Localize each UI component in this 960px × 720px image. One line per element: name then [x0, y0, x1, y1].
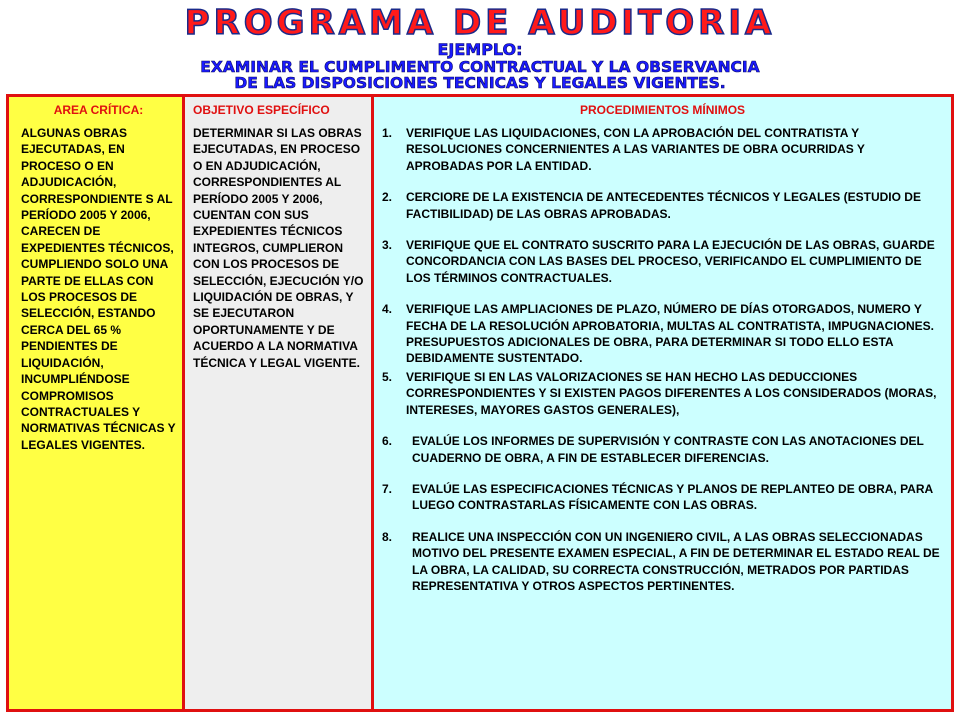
critical-area-column: [9, 97, 185, 709]
subtitle-line-1: EXAMINAR EL CUMPLIMENTO CONTRACTUAL Y LA OBSERVANCIA: [200, 58, 760, 76]
procedures-column: [374, 97, 951, 709]
procedure-number: 5.: [382, 369, 393, 384]
procedure-text: VERIFIQUE SI EN LAS VALORIZACIONES SE HAN HECHO LAS DEDUCCIONES CORRESPONDIENTES Y SI EXISTEN PAGOS DIFERENTES A LOS CONSIDERADOS (MORAS, INTERESES, MAYORES GASTOS GENERALES),: [406, 369, 937, 417]
page-title: PROGRAMA DE AUDITORIA: [184, 3, 776, 43]
subtitle-line-2: DE LAS DISPOSICIONES TECNICAS Y LEGALES VIGENTES.: [234, 74, 726, 92]
procedure-text: REALICE UNA INSPECCIÓN CON UN INGENIERO CIVIL, A LAS OBRAS SELECCIONADAS MOTIVO DEL PRESENTE EXAMEN ESPECIAL, A FIN DE DETERMINAR EL ESTADO REAL DE LA OBRA, LA CALIDAD, SU CORRECTA CONSTRUCCIÓN, METRADOS POR PARTIDAS REPRESENTATIVA Y OTROS ASPECTOS PERTINENTES.: [412, 529, 940, 593]
page-header: [0, 0, 960, 92]
procedure-text: CERCIORE DE LA EXISTENCIA DE ANTECEDENTES TÉCNICOS Y LEGALES (ESTUDIO DE FACTIBILIDAD) DE LAS OBRAS APROBADAS.: [406, 190, 921, 221]
procedure-item: [382, 237, 943, 286]
procedure-item: [382, 189, 943, 222]
procedures-heading: PROCEDIMIENTOS MÍNIMOS: [579, 103, 746, 117]
procedure-item: [382, 301, 943, 367]
procedure-number: 1.: [382, 126, 393, 140]
procedure-text: EVALÚE LOS INFORMES DE SUPERVISIÓN Y CONTRASTE CON LAS ANOTACIONES DEL CUADERNO DE OBRA, A FIN DE ESTABLECER DIFERENCIAS.: [412, 434, 924, 465]
procedure-text: VERIFIQUE LAS AMPLIACIONES DE PLAZO, NÚMERO DE DÍAS OTORGADOS, NUMERO Y FECHA DE LA RESOLUCIÓN APROBATORIA, MULTAS AL CONTRATISTA, IMPUGNACIONES. PRESUPUESTOS ADICIONALES DE OBRA, PARA DETERMINAR SI TODO ELLO ESTA DEBIDAMENTE SUSTENTADO.: [406, 302, 934, 366]
procedure-text: VERIFIQUE LAS LIQUIDACIONES, CON LA APROBACIÓN DEL CONTRATISTA Y RESOLUCIONES CONCERNIENTES A LAS VARIANTES DE OBRA OCURRIDAS Y APROBADAS POR LA ENTIDAD.: [406, 126, 865, 173]
procedure-text: EVALÚE LAS ESPECIFICACIONES TÉCNICAS Y PLANOS DE REPLANTEO DE OBRA, PARA LUEGO CONTRASTARLAS FÍSICAMENTE CON LAS OBRAS.: [412, 481, 933, 513]
procedure-item: [382, 125, 943, 174]
procedure-item: [382, 369, 943, 418]
procedure-number: 8.: [382, 529, 393, 544]
procedure-number: 2.: [382, 190, 393, 205]
procedure-item: [382, 481, 943, 514]
procedure-number: 3.: [382, 238, 393, 253]
audit-program-table: [6, 94, 954, 712]
subtitle-example: EJEMPLO:: [437, 40, 523, 59]
procedure-number: 6.: [382, 434, 393, 449]
critical-area-text: ALGUNAS OBRAS EJECUTADAS, EN PROCESO O EN ADJUDICACIÓN, CORRESPONDIENTE S AL PERÍODO 2005 Y 2006, CARECEN DE EXPEDIENTES TÉCNICOS, CUMPLIENDO SOLO UNA PARTE DE ELLAS CON LOS PROCESOS DE SELECCIÓN, ESTANDO CERCA DEL 65 % PENDIENTES DE LIQUIDACIÓN, INCUMPLIÉNDOSE COMPROMISOS CONTRACTUALES Y NORMATIVAS TÉCNICAS Y LEGALES VIGENTES.: [21, 126, 176, 452]
objective-text: DETERMINAR SI LAS OBRAS EJECUTADAS, EN PROCESO O EN ADJUDICACIÓN, CORRESPONDIENTES AL PERÍODO 2005 Y 2006, CUENTAN CON SUS EXPEDIENTES TÉCNICOS INTEGROS, CUMPLIERON CON LOS PROCESOS DE SELECCIÓN, EJECUCIÓN Y/O LIQUIDACIÓN DE OBRAS, Y SE EJECUTARON OPORTUNAMENTE Y DE ACUERDO A LA NORMATIVA TÉCNICA Y LEGAL VIGENTE.: [193, 126, 364, 370]
procedure-item: [382, 433, 943, 466]
procedure-text: VERIFIQUE QUE EL CONTRATO SUSCRITO PARA LA EJECUCIÓN DE LAS OBRAS, GUARDE CONCORDANCIA CON LAS BASES DEL PROCESO, VERIFICANDO EL CUMPLIMIENTO DE LOS TÉRMINOS CONTRACTUALES.: [406, 238, 935, 285]
critical-area-heading: AREA CRÍTICA:: [53, 103, 144, 117]
procedure-number: 7.: [382, 481, 393, 496]
procedure-item: [382, 529, 943, 595]
procedure-number: 4.: [382, 302, 393, 317]
objective-heading: OBJETIVO ESPECÍFICO: [193, 103, 330, 117]
objective-column: [185, 97, 374, 709]
